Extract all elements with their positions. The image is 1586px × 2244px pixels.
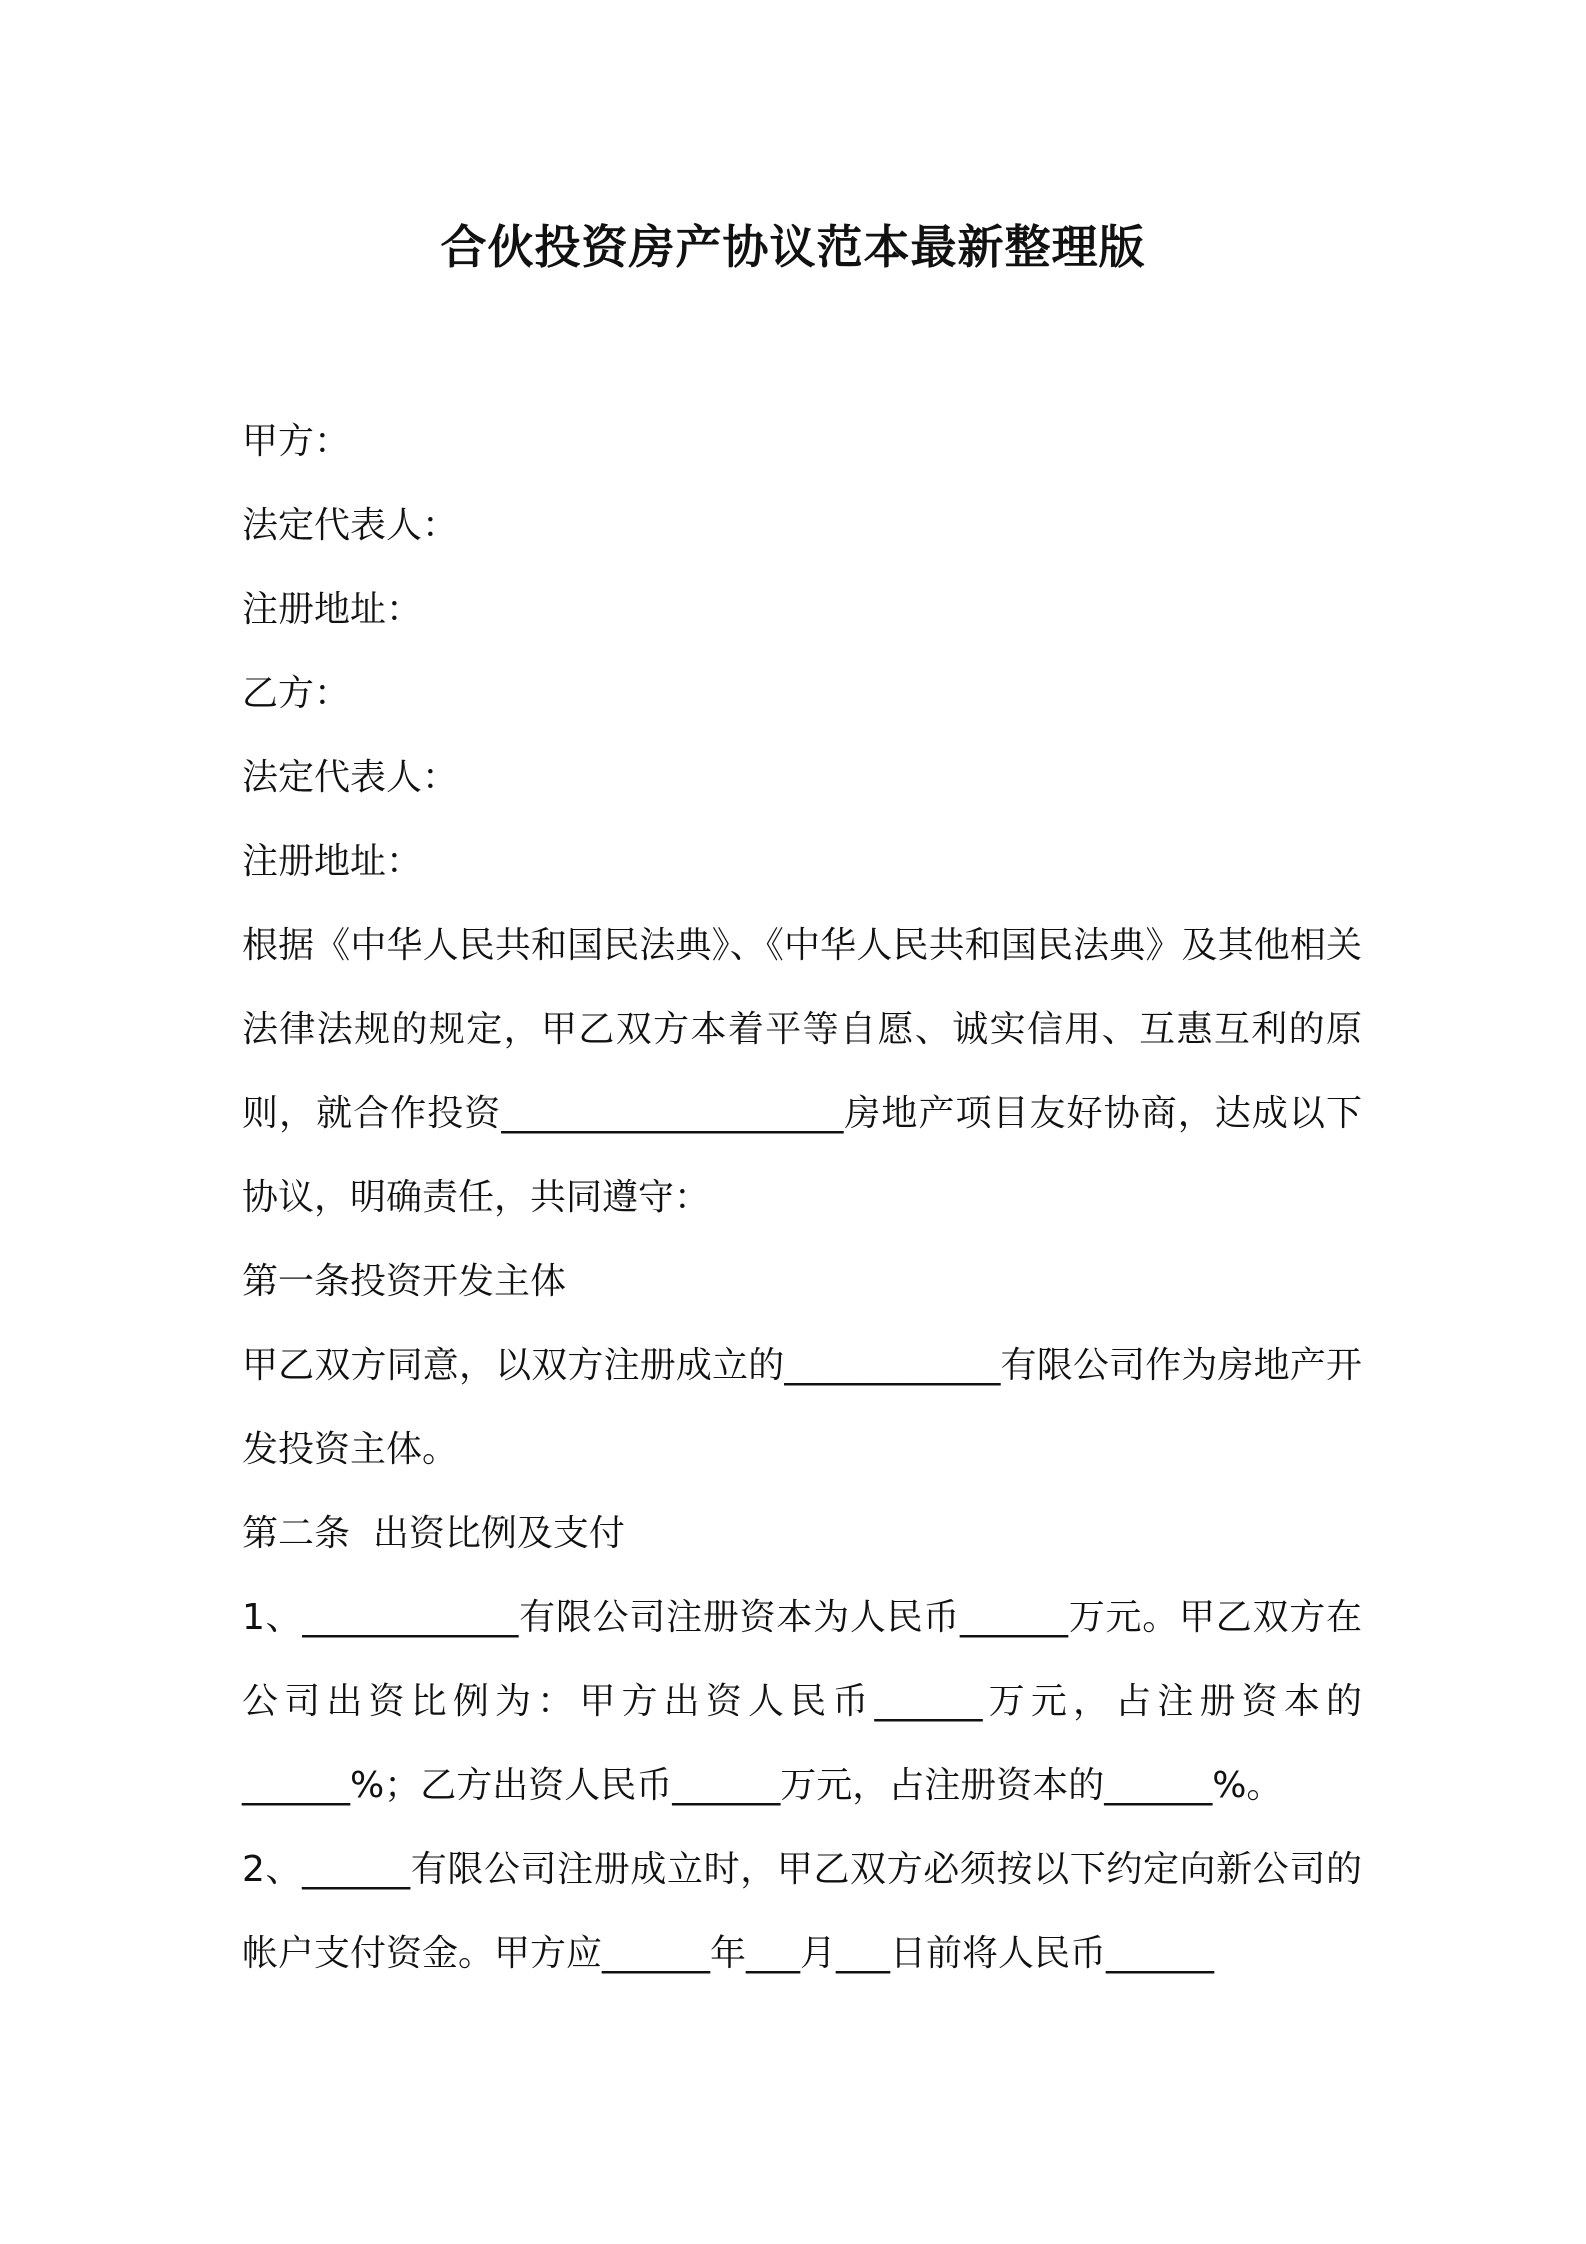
article-2-item-2: 2、______有限公司注册成立时，甲乙双方必须按以下约定向新公司的帐户支付资金。甲方应______年___月___日前将人民币______ bbox=[242, 1849, 1362, 1974]
document-title: 合伙投资房产协议范本最新整理版 bbox=[440, 220, 1146, 274]
article-1-heading: 第一条投资开发主体 bbox=[242, 1261, 567, 1302]
preamble-paragraph: 根据《中华人民共和国民法典》、《中华人民共和国民法典》及其他相关法律法规的规定，甲乙双方本着平等自愿、诚实信用、互惠互利的原则，就合作投资___________________房地产项目友好协商，达成以下协议，明确责任，共同遵守： bbox=[242, 925, 1362, 1218]
party-a-label: 甲方： bbox=[242, 421, 351, 462]
party-a-rep-label: 法定代表人： bbox=[242, 505, 459, 546]
party-a-address-label: 注册地址： bbox=[242, 589, 423, 630]
party-b-address-label: 注册地址： bbox=[242, 841, 423, 882]
party-b-label: 乙方： bbox=[242, 673, 351, 714]
party-b-rep-label: 法定代表人： bbox=[242, 757, 459, 798]
article-1-paragraph: 甲乙双方同意，以双方注册成立的____________有限公司作为房地产开发投资主体。 bbox=[242, 1345, 1362, 1470]
article-2-heading: 第二条 出资比例及支付 bbox=[242, 1513, 625, 1554]
article-2-item-1: 1、____________有限公司注册资本为人民币______万元。甲乙双方在公司出资比例为：甲方出资人民币______万元，占注册资本的______%；乙方出资人民币______万元，占注册资本的______%。 bbox=[242, 1597, 1362, 1806]
document-body bbox=[242, 400, 1362, 1996]
